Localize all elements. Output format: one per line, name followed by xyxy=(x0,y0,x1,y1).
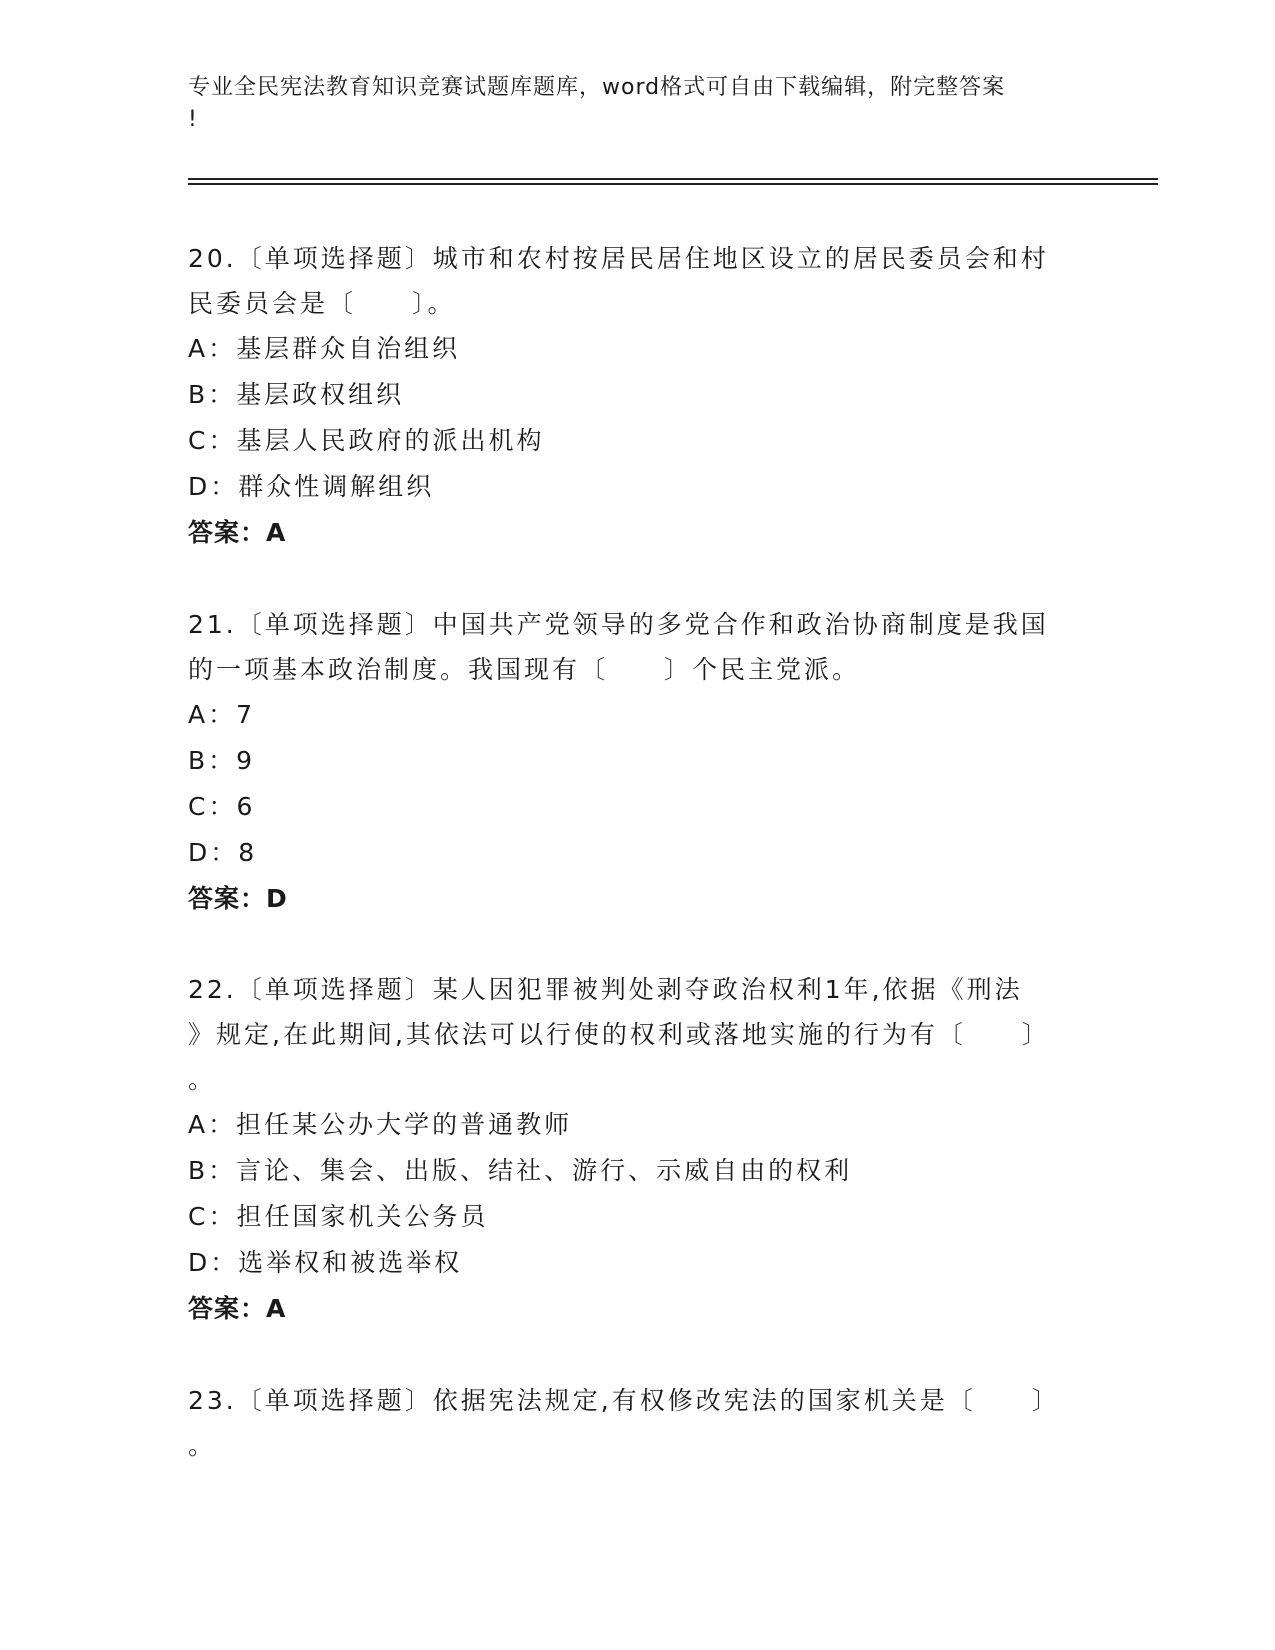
question-23 xyxy=(188,1378,1088,1468)
header-title: 专业全民宪法教育知识竞赛试题库题库，word格式可自由下载编辑，附完整答案 xyxy=(188,75,1006,100)
option-d: D：群众性调解组织 xyxy=(188,472,435,501)
question-stem-line: 22.〔单项选择题〕某人因犯罪被判处剥夺政治权利1年,依据《刑法 xyxy=(188,975,1023,1004)
option-c: C：担任国家机关公务员 xyxy=(188,1202,489,1231)
header-title-continuation: ! xyxy=(188,107,198,132)
option-a: A：担任某公办大学的普通教师 xyxy=(188,1110,573,1139)
header-divider-bottom xyxy=(188,183,1158,185)
option-c: C：6 xyxy=(188,792,256,821)
option-d: D：选举权和被选举权 xyxy=(188,1248,463,1277)
question-stem-line: 。 xyxy=(188,1065,217,1094)
question-stem-line: 20.〔单项选择题〕城市和农村按居民居住地区设立的居民委员会和村 xyxy=(188,244,1049,273)
question-stem-line: 23.〔单项选择题〕依据宪法规定,有权修改宪法的国家机关是〔 〕 xyxy=(188,1386,1060,1415)
document-header xyxy=(188,72,1088,136)
option-a: A：基层群众自治组织 xyxy=(188,334,461,363)
question-stem-line: 民委员会是〔 〕。 xyxy=(188,289,456,318)
question-21 xyxy=(188,602,1088,922)
question-stem-line: 》规定,在此期间,其依法可以行使的权利或落地实施的行为有〔 〕 xyxy=(188,1020,1050,1049)
answer-label: 答案：D xyxy=(188,884,288,913)
option-c: C：基层人民政府的派出机构 xyxy=(188,426,545,455)
option-d: D：8 xyxy=(188,838,258,867)
question-22 xyxy=(188,967,1088,1332)
question-stem-line: 21.〔单项选择题〕中国共产党领导的多党合作和政治协商制度是我国 xyxy=(188,610,1049,639)
question-20 xyxy=(188,236,1088,556)
question-stem-line: 。 xyxy=(188,1431,217,1460)
option-b: B：基层政权组织 xyxy=(188,380,405,409)
option-b: B：言论、集会、出版、结社、游行、示威自由的权利 xyxy=(188,1156,853,1185)
header-divider-top xyxy=(188,178,1158,180)
question-stem-line: 的一项基本政治制度。我国现有〔 〕个民主党派。 xyxy=(188,655,861,684)
answer-label: 答案：A xyxy=(188,1294,287,1323)
answer-label: 答案：A xyxy=(188,518,287,547)
option-b: B：9 xyxy=(188,746,256,775)
option-a: A：7 xyxy=(188,700,256,729)
